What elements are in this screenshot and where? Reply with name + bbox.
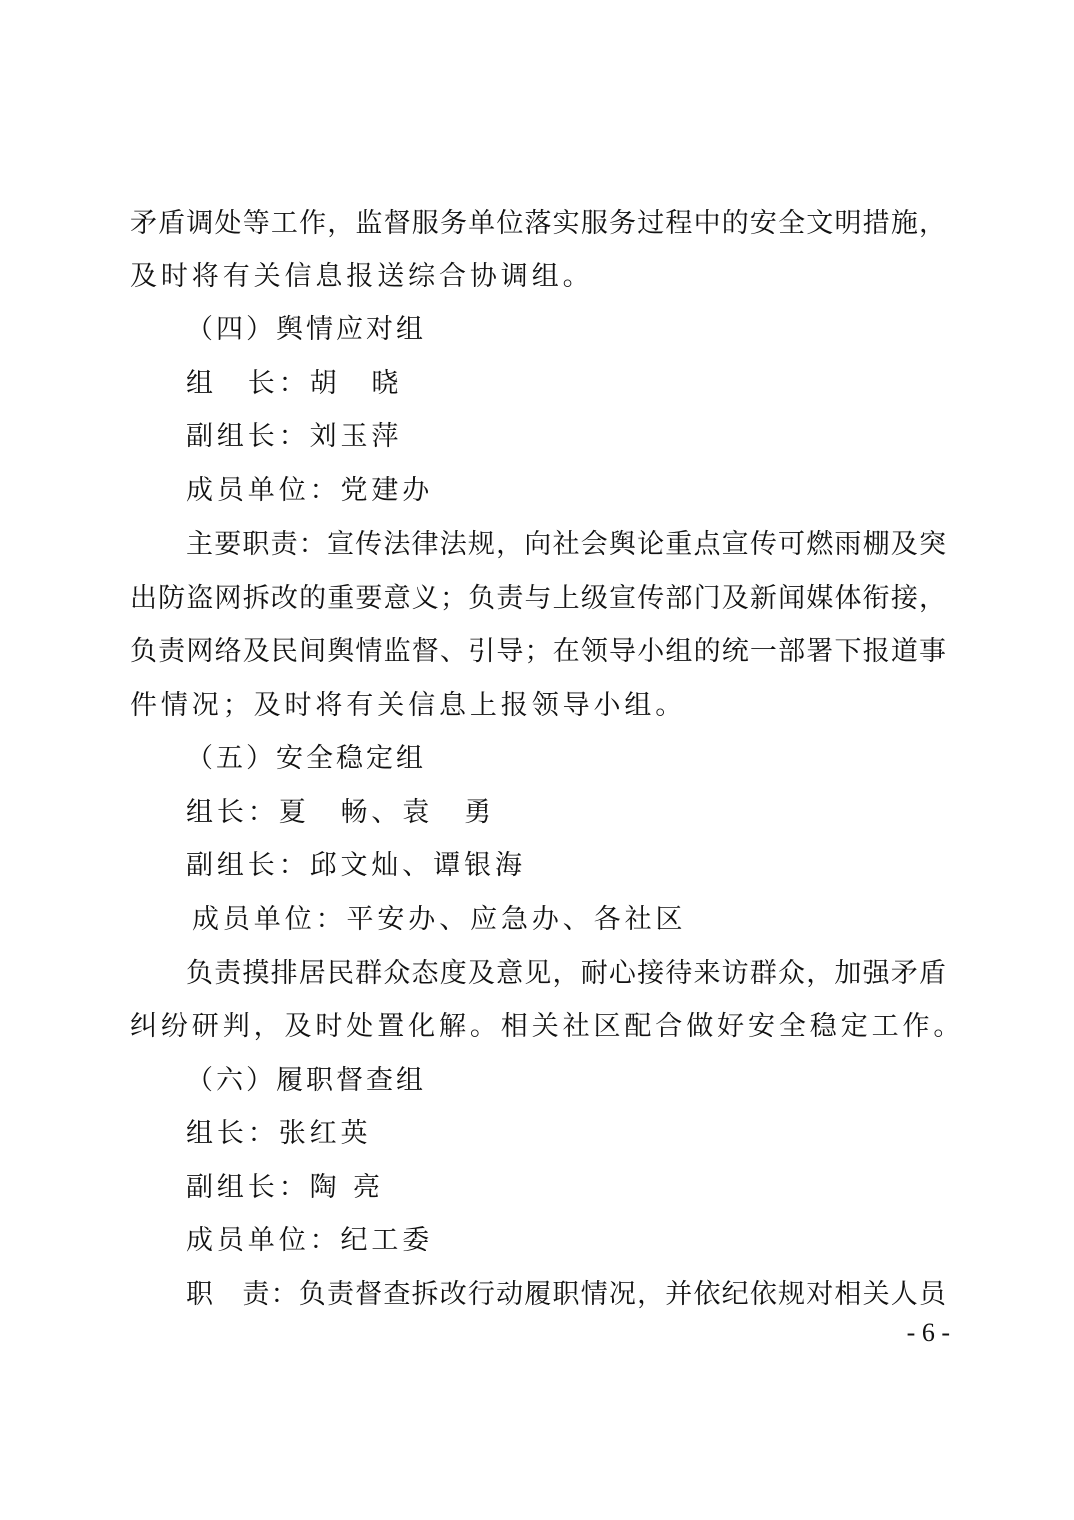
page-number: - 6 -: [906, 1318, 950, 1347]
group-leader: 组长：张红英: [186, 1118, 372, 1149]
paragraph-line: 及时将有关信息报送综合协调组。: [130, 261, 594, 292]
deputy-leader: 副组长：陶 亮: [186, 1172, 384, 1203]
section-heading-5: （五）安全稳定组: [186, 743, 426, 774]
section-heading-6: （六）履职督查组: [186, 1065, 426, 1096]
paragraph-line: 主要职责：宣传法律法规，向社会舆论重点宣传可燃雨棚及突: [186, 529, 946, 560]
member-units: 成员单位：党建办: [186, 475, 434, 506]
member-units: 成员单位：平安办、应急办、各社区: [192, 904, 687, 935]
paragraph-line: 负责网络及民间舆情监督、引导；在领导小组的统一部署下报道事: [130, 636, 946, 667]
section-heading-4: （四）舆情应对组: [186, 314, 426, 345]
paragraph-line: 件情况；及时将有关信息上报领导小组。: [130, 690, 687, 721]
paragraph-line: 负责摸排居民群众态度及意见，耐心接待来访群众，加强矛盾: [186, 958, 946, 989]
group-leader: 组 长：胡 晓: [186, 368, 403, 399]
paragraph-line: 出防盗网拆改的重要意义；负责与上级宣传部门及新闻媒体衔接，: [130, 583, 946, 614]
deputy-leader: 副组长：邱文灿、谭银海: [186, 850, 526, 881]
deputy-leader: 副组长：刘玉萍: [186, 421, 403, 452]
paragraph-line: 职 责：负责督查拆改行动履职情况，并依纪依规对相关人员: [186, 1279, 946, 1310]
paragraph-line: 矛盾调处等工作，监督服务单位落实服务过程中的安全文明措施，: [130, 208, 946, 239]
paragraph-line: 纠纷研判，及时处置化解。相关社区配合做好安全稳定工作。: [130, 1011, 965, 1042]
group-leader: 组长：夏 畅、袁 勇: [186, 797, 495, 828]
member-units: 成员单位：纪工委: [186, 1225, 434, 1256]
